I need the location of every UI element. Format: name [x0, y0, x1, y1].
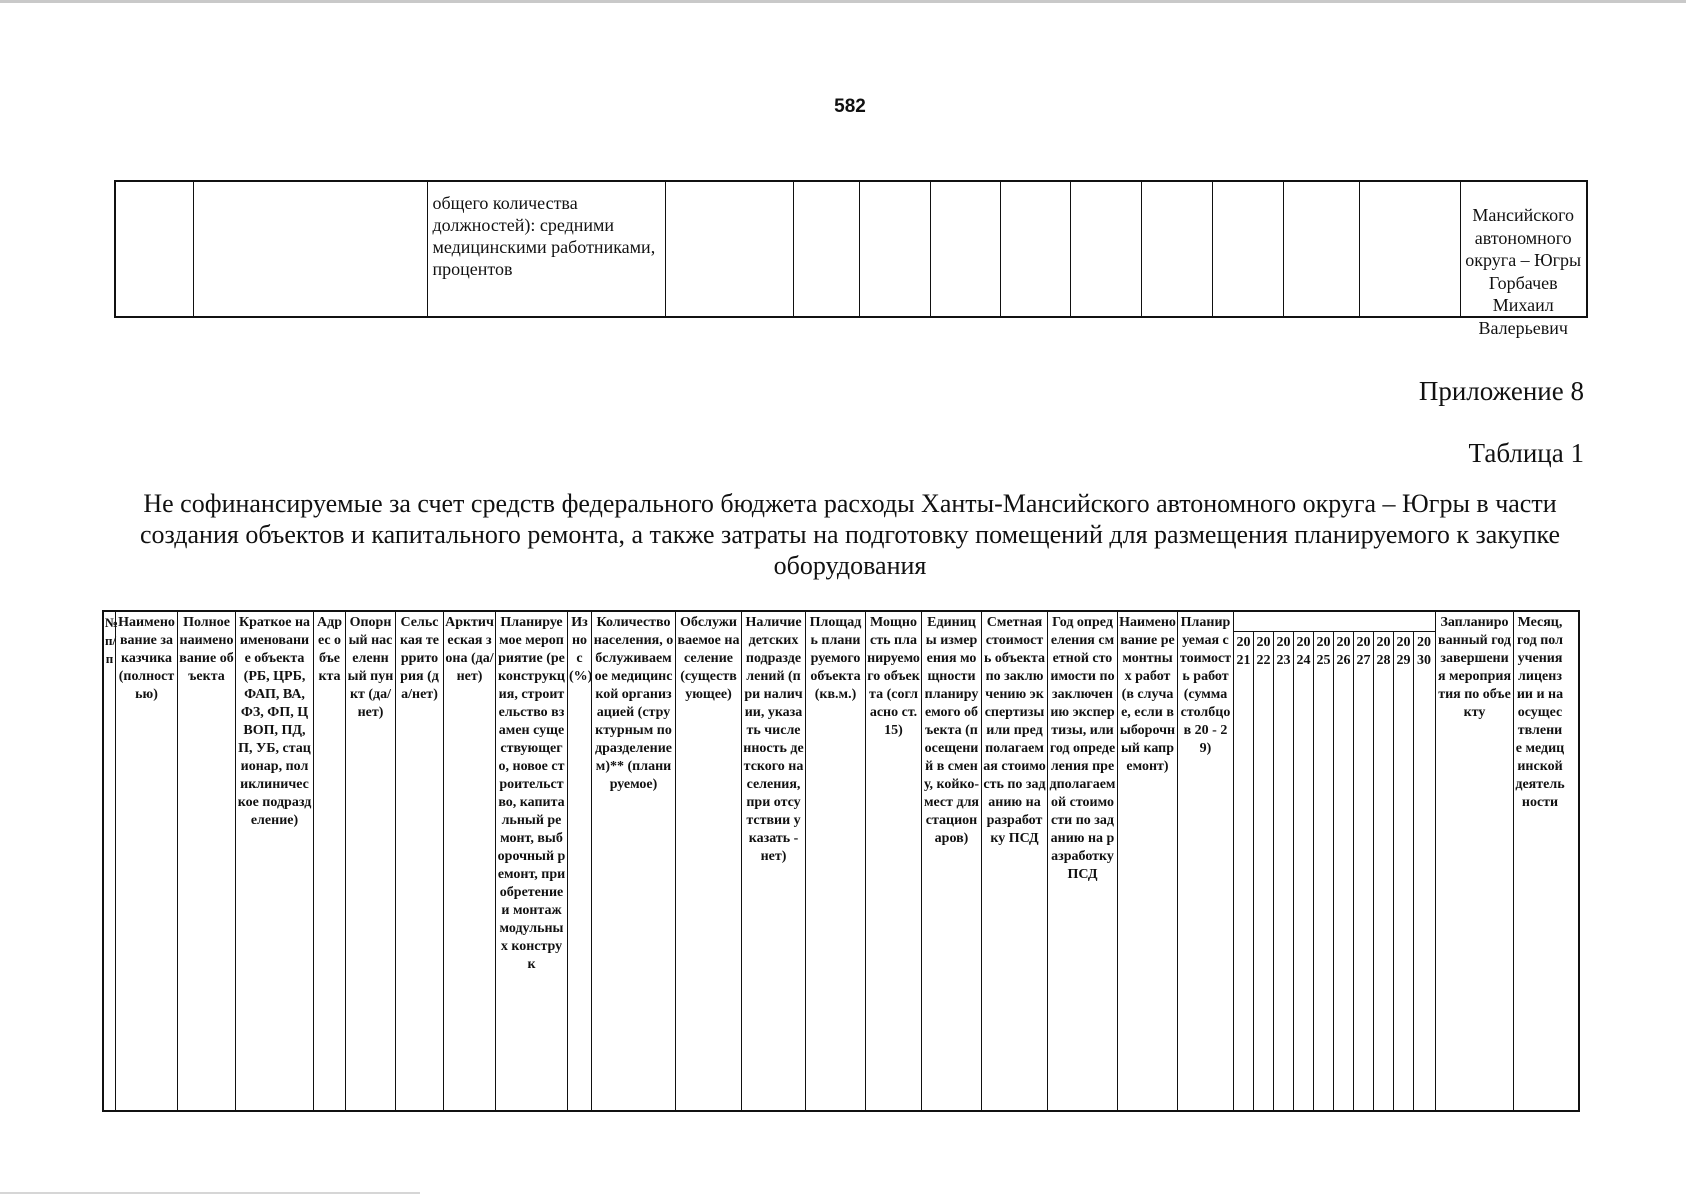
continuation-task-text: общего количества должностей): средними медицинскими работниками, процентов [432, 193, 656, 279]
col-key-settlement: Опорный населенный пункт (да/нет) [346, 612, 396, 1110]
col-number: № п/п [104, 612, 116, 1110]
col-cost-year: Год определения сметной стоимости по заключению экспертизы, или год определения предполагаемой стоимости по заданию на разработку ПСД [1048, 612, 1118, 1110]
continuation-table [114, 180, 1588, 338]
cont-cell-2 [194, 182, 429, 316]
col-license-date: Месяц, год получения лицензии и на осуществление медицинской деятельности [1515, 615, 1565, 810]
cont-cell-7 [931, 182, 1002, 316]
col-children-units: Наличие детских подразделений (при наличии, указать численность детского населения, при отсутствии указать - нет) [742, 612, 806, 1110]
cont-cell-10 [1142, 182, 1213, 316]
continuation-responsible-text: Мансийского автономного округа – Югры Горбачев Михаил Валерьевич [1465, 205, 1582, 338]
col-rural: Сельская территория (да/нет) [396, 612, 444, 1110]
col-short-name: Краткое наименование объекта (РБ, ЦРБ, ФАП, ВА, ФЗ, ФП, ЦВОП, ПД, П, УБ, стационар, поликлиническое подразделение) [236, 612, 314, 1110]
col-address: Адрес объекта [314, 612, 346, 1110]
table-label: Таблица 1 [1468, 438, 1584, 468]
cont-cell-8 [1001, 182, 1071, 316]
years-row [1234, 632, 1435, 1110]
main-table-header [102, 610, 1580, 1112]
scan-edge-top [0, 0, 1686, 3]
appendix-label: Приложение 8 [1418, 376, 1584, 406]
col-year-2030: 2030 [1417, 635, 1431, 668]
cont-cell-12 [1284, 182, 1360, 316]
col-capacity: Мощность планируемого объекта (согласно ст.15) [866, 612, 922, 1110]
col-year-2026: 2026 [1334, 632, 1354, 1110]
col-year-2025: 2025 [1314, 632, 1334, 1110]
cont-cell-4 [666, 182, 794, 316]
col-population-existing: Обслуживаемое население (существующее) [676, 612, 742, 1110]
col-year-2024: 2024 [1294, 632, 1314, 1110]
col-area: Площадь планируемого объекта (кв.м.) [806, 612, 866, 1110]
col-wear: Износ (%) [568, 612, 592, 1110]
cont-cell-1 [116, 182, 194, 316]
cont-cell-responsible [1461, 182, 1586, 338]
years-group-header [1234, 612, 1435, 632]
col-completion-year: Запланированный год завершения мероприятия по объекту [1436, 612, 1514, 1110]
cont-cell-5 [794, 182, 860, 316]
col-full-name: Полное наименование объекта [178, 612, 236, 1110]
col-estimated-cost: Сметная стоимость объекта по заключению экспертизы или предполагаемая стоимость по заданию на разработку ПСД [982, 612, 1048, 1110]
col-year-2028: 2028 [1374, 632, 1394, 1110]
cont-cell-6 [860, 182, 931, 316]
col-customer: Наименование заказчика (полностью) [116, 612, 178, 1110]
col-planned-measure: Планируемое мероприятие (реконструкция, строительство взамен существующего, новое строительство, капитальный ремонт, выборочный ремонт, приобретение и монтаж модульных конструк [496, 612, 568, 1110]
page-number: 582 [834, 96, 866, 117]
col-year-2022: 2022 [1254, 632, 1274, 1110]
cont-cell-9 [1071, 182, 1143, 316]
col-capacity-units: Единицы измерения мощности планируемого объекта (посещений в смену, койко-мест для стационаров) [922, 612, 982, 1110]
col-population-planned: Количество населения, обслуживаемое медицинской организацией (структурным подразделением)** (планируемое) [592, 612, 676, 1110]
table-title: Не софинансируемые за счет средств федерального бюджета расходы Ханты-Мансийского автономного округа – Югры в части создания объектов и капитального ремонта, а также затраты на подготовку помещений для размещения планируемого к закупке оборудования [139, 489, 1561, 580]
col-year-2029: 2029 [1394, 632, 1414, 1110]
col-planned-cost: Планируемая стоимость работ (сумма столбцов 20 - 29) [1178, 612, 1234, 1110]
col-year-2021: 2021 [1234, 632, 1254, 1110]
col-year-2027: 2027 [1354, 632, 1374, 1110]
col-year-2023: 2023 [1274, 632, 1294, 1110]
col-arctic: Арктическая зона (да/нет) [444, 612, 496, 1110]
scan-edge-bottom [0, 1192, 420, 1194]
cont-cell-task [428, 182, 665, 316]
col-repair-name: Наименование ремонтных работ (в случае, если выборочный капремонт) [1118, 612, 1178, 1110]
cont-cell-13 [1360, 182, 1461, 316]
cont-cell-11 [1213, 182, 1284, 316]
years-group [1234, 612, 1436, 1110]
